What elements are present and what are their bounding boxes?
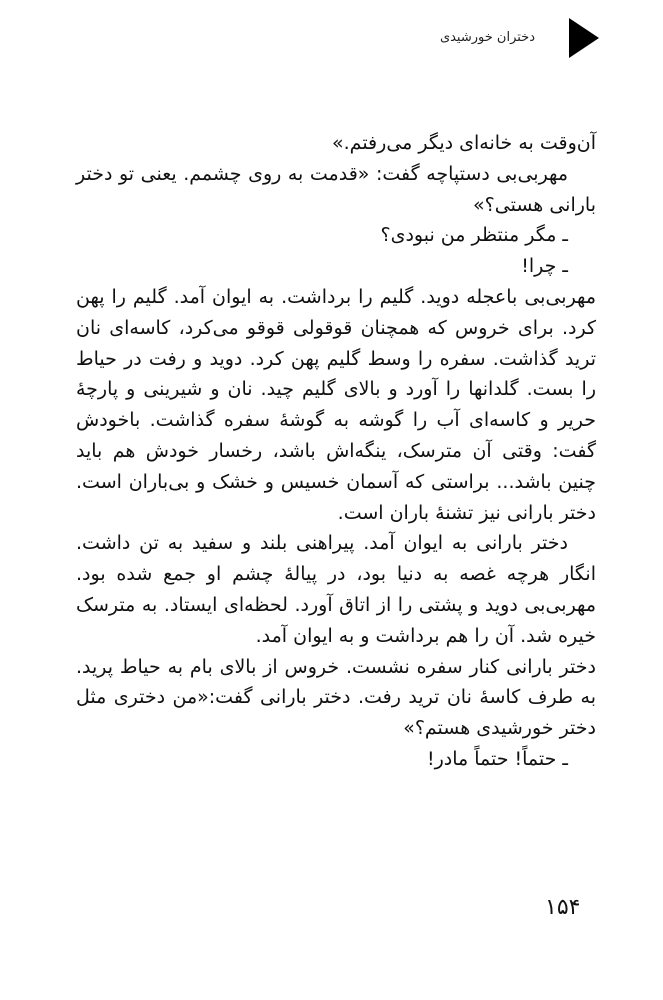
- dialogue-line: ـ مگر منتظر من نبودی؟: [380, 224, 568, 247]
- page-corner-marker-icon: [569, 18, 599, 58]
- page-header: [80, 18, 599, 62]
- paragraph: دختر بارانی به ایوان آمد. پیراهنی بلند و سفید به تن داشت. انگار هرچه غصه به دنیا بود، در پیالهٔ چشم او جمع شده بود. مهربی‌بی دوید و پشتی را از اتاق آورد. لحظه‌ای ایستاد. به مترسک خیره شد. آن را هم برداشت و به ایوان آمد.: [76, 532, 596, 647]
- paragraph: آن‌وقت به خانه‌ای دیگر می‌رفتم.»: [332, 132, 596, 154]
- paragraph: مهربی‌بی باعجله دوید. گلیم را برداشت. به ایوان آمد. گلیم را پهن کرد. برای خروس که همچنان قوقولی قوقو می‌کرد، کاسه‌ای نان ترید گذاشت. سفره را وسط گلیم پهن کرد. دوید و رفت در حیاط را بست. گلدانها را آورد و بالای گلیم چید. نان و شیرینی و پارچهٔ حریر و کاسه‌ای آب را گوشه به گوشهٔ سفره گذاشت. باخودش گفت: وقتی آن مترسک، ینگه‌اش باشد، رخسار خودش هم باید چنین باشد... براستی که آسمان خسیس و خشک و بی‌باران است. دختر بارانی نیز تشنهٔ باران است.: [76, 285, 596, 524]
- page-number: ۱۵۴: [545, 895, 581, 920]
- dialogue-line: ـ حتماً! حتماً مادر!: [426, 747, 568, 770]
- body-text: [76, 128, 596, 775]
- paragraph: مهربی‌بی دستپاچه گفت: «قدمت به روی چشمم. یعنی تو دختر بارانی هستی؟»: [76, 162, 596, 216]
- dialogue-line: ـ چرا!: [521, 255, 568, 278]
- paragraph: دختر بارانی کنار سفره نشست. خروس از بالای بام به حیاط پرید. به طرف کاسهٔ نان ترید رفت. دختر بارانی گفت:«من دختری مثل دختر خورشیدی هستم؟»: [76, 655, 596, 740]
- running-title: دختران خورشیدی: [439, 30, 535, 45]
